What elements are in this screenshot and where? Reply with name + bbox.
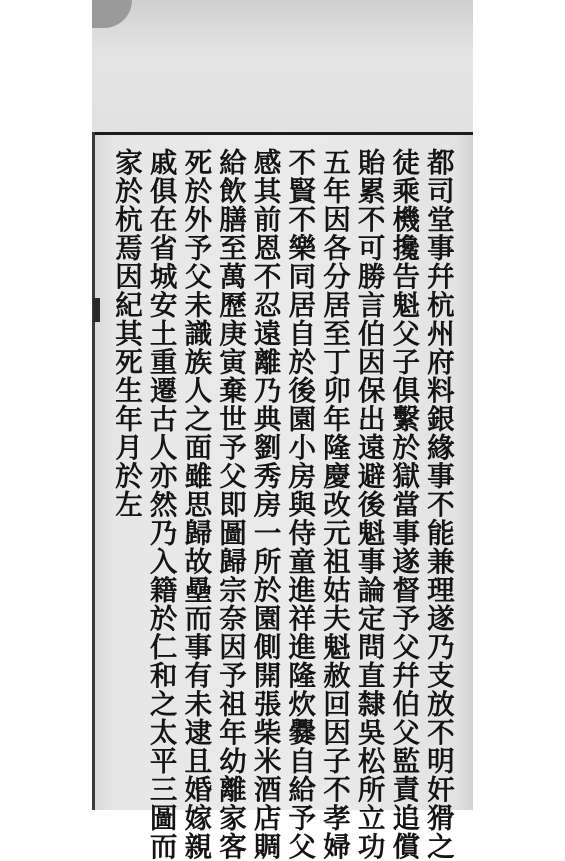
text-column-4: 五年因各分居至丁卯年隆慶改元祖姑夫魁赦回因子不孝婦 [317, 148, 350, 861]
frame-border-top [92, 132, 473, 135]
text-column-5: 不賢不樂同居自於後園小房與侍童進祥進隆炊爨自給予父 [283, 148, 316, 861]
spine-ink-mark [93, 298, 100, 322]
text-column-10: 家於杭焉因紀其死生年月於左 [110, 148, 142, 519]
text-body [110, 148, 454, 861]
text-column-9: 戚俱在省城安土重遷古人亦然乃入籍於仁和之太平三圖而 [144, 148, 177, 861]
text-column-1: 都司堂事幷杭州府料銀緣事不能兼理遂乃支放不明奸猾之 [421, 148, 454, 861]
text-column-7: 給飲膳至萬歷庚寅棄世予父即圖歸宗奈因予祖年幼離家客 [213, 148, 246, 861]
text-column-2: 徒乘機攙告魁父子俱繫於獄當事遂督予父幷伯父監責追償 [387, 148, 420, 861]
text-column-3: 貽累不可勝言伯因保出遠避後魁事論定問直隸吳松所立功 [352, 148, 385, 861]
text-column-6: 感其前恩不忍遠離乃典劉秀房一所於園側開張柴米酒店賙 [248, 148, 281, 861]
text-column-8: 死於外予父未識族人之面雖思歸故壘而事有未逮且婚嫁親 [179, 148, 212, 861]
top-margin [92, 0, 473, 132]
frame-border-left [92, 132, 95, 810]
